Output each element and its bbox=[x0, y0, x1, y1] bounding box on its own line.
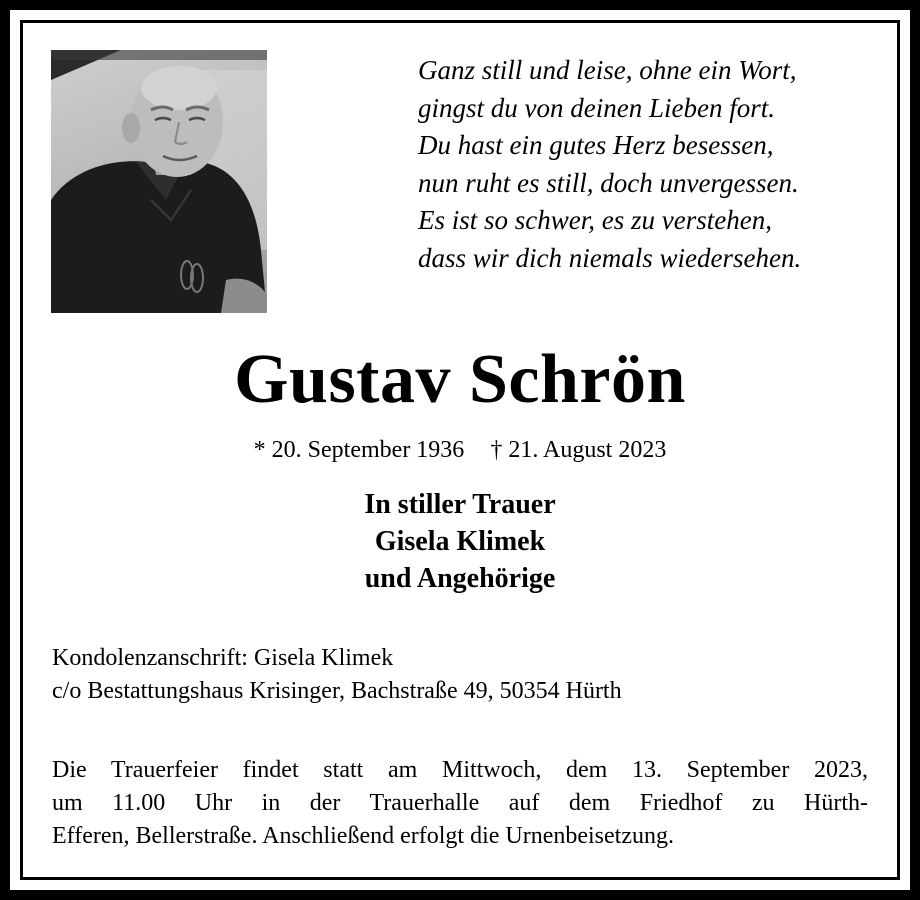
poem-line: nun ruht es still, doch unvergessen. bbox=[418, 167, 799, 198]
condolence-line: Kondolenzanschrift: Gisela Klimek bbox=[52, 645, 394, 671]
death-date: † 21. August 2023 bbox=[490, 437, 667, 463]
poem-line: Du hast ein gutes Herz besessen, bbox=[418, 130, 774, 160]
poem bbox=[418, 52, 878, 277]
deceased-name: Gustav Schrön bbox=[234, 341, 686, 418]
funeral-notice bbox=[52, 754, 868, 853]
condolence-address bbox=[52, 642, 872, 708]
mourners-line: In stiller Trauer bbox=[364, 489, 556, 520]
poem-line: Ganz still und leise, ohne ein Wort, bbox=[418, 55, 797, 85]
poem-line: gingst du von deinen Lieben fort. bbox=[418, 92, 775, 123]
funeral-line: Efferen, Bellerstraße. Anschließend erfolgt die Urnenbeisetzung. bbox=[52, 823, 674, 849]
mourners-block bbox=[0, 486, 920, 597]
birth-date: * 20. September 1936 bbox=[253, 437, 465, 463]
poem-line: dass wir dich niemals wiedersehen. bbox=[418, 242, 802, 273]
funeral-line: Die Trauerfeier findet statt am Mittwoch, dem 13. September 2023, bbox=[52, 757, 868, 783]
poem-line: Es ist so schwer, es zu verstehen, bbox=[418, 205, 772, 235]
portrait-photo bbox=[51, 50, 267, 313]
mourners-line: Gisela Klimek bbox=[374, 526, 546, 557]
mourners-line: und Angehörige bbox=[364, 563, 556, 594]
condolence-line: c/o Bestattungshaus Krisinger, Bachstraße 49, 50354 Hürth bbox=[52, 678, 622, 704]
funeral-line: um 11.00 Uhr in der Trauerhalle auf dem Friedhof zu Hürth- bbox=[52, 790, 868, 816]
life-dates bbox=[0, 434, 920, 466]
